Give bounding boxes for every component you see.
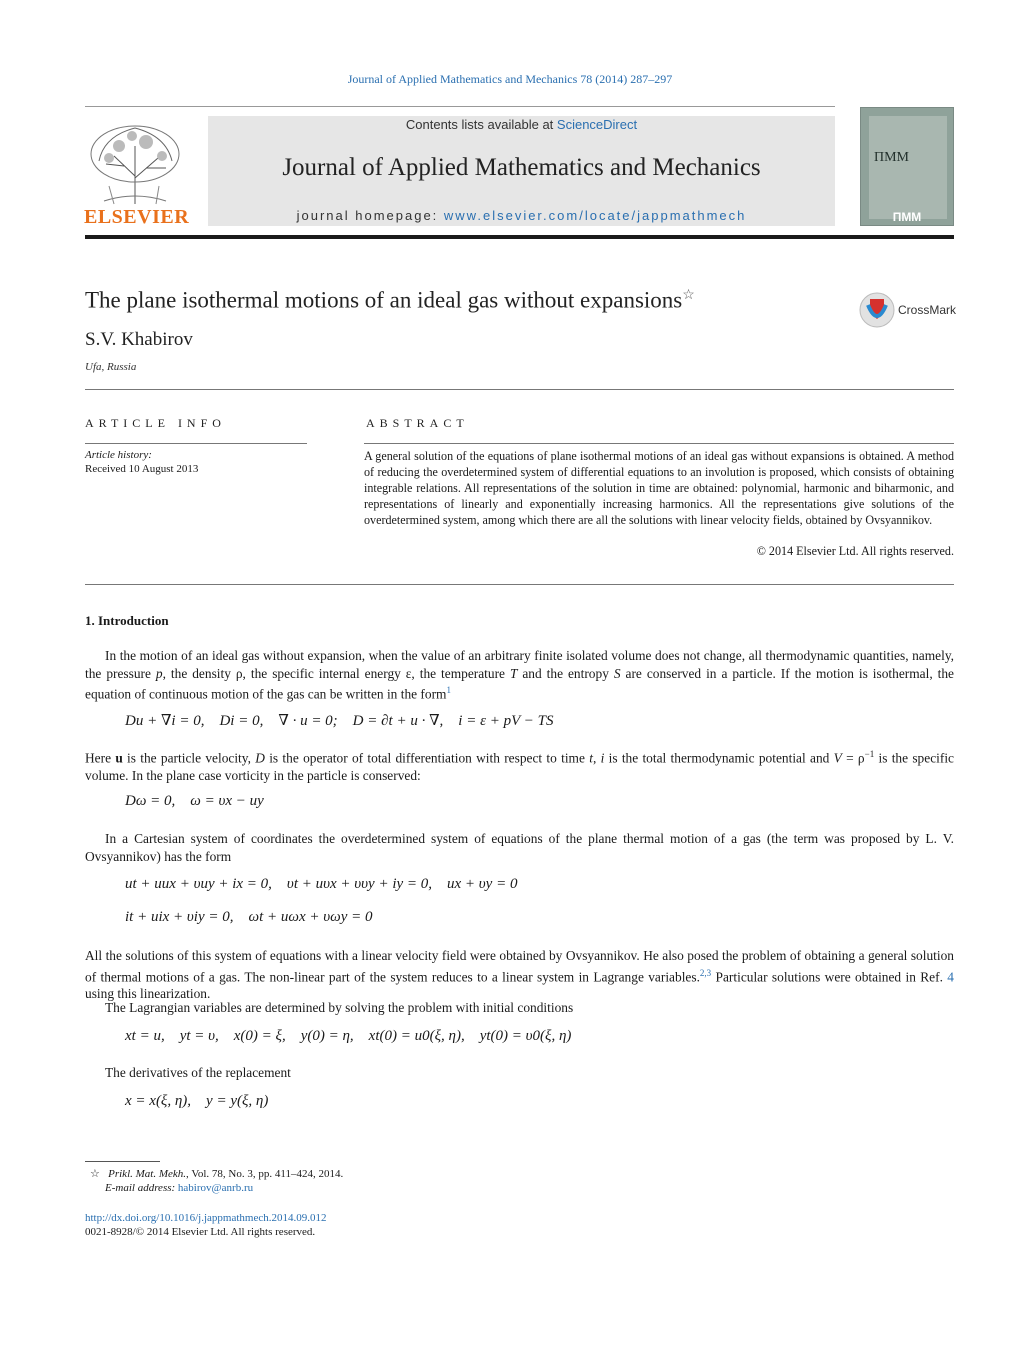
cover-panel — [869, 116, 947, 219]
author-affiliation: Ufa, Russia — [85, 361, 137, 373]
equation-5: xt = u, yt = υ, x(0) = ξ, y(0) = η, xt(0) = u0(ξ, η), yt(0) = υ0(ξ, η) — [125, 1028, 572, 1044]
footnote-details: , Vol. 78, No. 3, pp. 411–424, 2014. — [186, 1168, 344, 1180]
paragraph-3: In a Cartesian system of coordinates the overdetermined system of equations of the plane thermal motion of a gas (the term was proposed by L. V. Ovsyannikov) has the form — [85, 831, 954, 864]
footnote-journal: Prikl. Mat. Mekh. — [108, 1168, 187, 1180]
abstract-copyright: © 2014 Elsevier Ltd. All rights reserved. — [756, 544, 954, 558]
equation-3: ut + uux + υuy + ix = 0, υt + uυx + υυy + iy = 0, ux + υy = 0 — [125, 876, 518, 892]
abstract-divider — [364, 443, 954, 444]
ref-1-link[interactable]: 1 — [446, 685, 451, 695]
section-heading: 1. Introduction — [85, 613, 169, 628]
p1-p: p — [155, 665, 163, 681]
paragraph-5: The Lagrangian variables are determined by solving the problem with initial conditions — [105, 1000, 574, 1015]
cover-label: ПММ — [892, 210, 922, 224]
footnote-divider — [85, 1161, 160, 1162]
title-divider — [85, 389, 954, 390]
equation-6: x = x(ξ, η), y = y(ξ, η) — [125, 1093, 269, 1109]
article-history-label: Article history: — [85, 449, 152, 461]
header-thick-rule — [85, 235, 954, 239]
p1-T: T — [509, 665, 518, 681]
article-title — [85, 287, 695, 314]
p2-d: , — [592, 750, 601, 766]
p1-c: and the entropy — [517, 665, 614, 681]
homepage-link[interactable]: www.elsevier.com/locate/jappmathmech — [443, 208, 747, 223]
equation-1: Du + ∇i = 0, Di = 0, ∇ · u = 0; D = ∂t + u · ∇, i = ε + pV − TS — [125, 713, 554, 729]
article-title-text: The plane isothermal motions of an ideal gas without expansions — [85, 287, 683, 313]
title-footnote-mark[interactable]: ☆ — [682, 288, 695, 303]
p2-u: u — [115, 750, 123, 766]
elsevier-wordmark: ELSEVIER — [84, 206, 190, 228]
article-info-heading: ARTICLE INFO — [85, 416, 226, 430]
p2-f: = ρ — [841, 750, 865, 766]
email-label: E-mail address: — [105, 1182, 178, 1194]
journal-cover-image[interactable] — [860, 107, 954, 226]
abstract-text: A general solution of the equations of plane isothermal motions of an ideal gas without expansions is obtained. A method of reducing the overdetermined system of differential equations to an involution is proposed, which consists of obtaining integrable relations. All representations of the solution in time are obtained: polynomial, harmonic and biharmonic, and representations of linearly and exponentially increasing harmonics. All the representations give solutions of the overdetermined system, among which there are all the solutions with linear velocity fields, obtained by Ovsyannikov. — [364, 449, 954, 527]
p2-exp: −1 — [864, 749, 875, 759]
p4-c: using this linearization. — [85, 986, 211, 1002]
p1-b: , the density ρ, the specific internal energy ε, the temperature — [162, 665, 510, 681]
p1-a: In the motion of an ideal gas without expansion, when the value of an arbitrary finite isolated volume does not change, all thermodynamic quantities, namely, the pressure — [85, 648, 954, 681]
abstract-heading: ABSTRACT — [366, 416, 469, 430]
p2-e: is the total thermodynamic potential and — [604, 750, 834, 766]
header-divider — [85, 106, 835, 107]
journal-citation[interactable]: Journal of Applied Mathematics and Mechanics 78 (2014) 287–297 — [347, 72, 673, 86]
paragraph-1 — [85, 647, 954, 703]
ref-2-3-link[interactable]: 2,3 — [699, 967, 712, 978]
journal-homepage-line — [208, 208, 835, 223]
p2-V: V — [833, 750, 842, 766]
contents-line — [208, 117, 835, 132]
footnote-email — [105, 1182, 253, 1194]
p2-b: is the particle velocity, — [122, 750, 256, 766]
footnote-reference — [90, 1167, 343, 1180]
paragraph-6: The derivatives of the replacement — [105, 1065, 291, 1080]
journal-title: Journal of Applied Mathematics and Mechanics — [282, 154, 761, 181]
sciencedirect-link[interactable]: ScienceDirect — [556, 117, 638, 132]
p2-t: t — [589, 750, 593, 766]
p1-S: S — [613, 665, 621, 681]
p2-a: Here — [85, 750, 116, 766]
footnote-mark: ☆ — [90, 1168, 100, 1180]
p2-c: is the operator of total differentiation with respect to time — [264, 750, 590, 766]
abstract-end-divider — [85, 584, 954, 585]
author-name: S.V. Khabirov — [85, 329, 193, 350]
equation-4: it + uix + υiy = 0, ωt + uωx + υωy = 0 — [125, 909, 373, 925]
paragraph-2 — [85, 746, 954, 784]
p2-D: D — [255, 750, 265, 766]
crossmark-label[interactable]: CrossMark — [898, 303, 957, 317]
homepage-prefix: journal homepage: — [296, 208, 444, 223]
p2-i: i — [600, 750, 605, 766]
received-date: Received 10 August 2013 — [85, 463, 199, 475]
doi-link[interactable]: http://dx.doi.org/10.1016/j.jappmathmech.2014.09.012 — [85, 1212, 327, 1224]
p2-g: is the specific volume. In the plane case vorticity in the particle is conserved: — [85, 750, 954, 783]
issn-line: 0021-8928/© 2014 Elsevier Ltd. All rights reserved. — [85, 1226, 316, 1238]
ref-4-link[interactable]: 4 — [947, 968, 954, 984]
p4-a: All the solutions of this system of equations with a linear velocity field were obtained by Ovsyannikov. He also posed the problem of obtaining a general solution of thermal motions of a gas. The non-linear part of the system reduces to a linear system in Lagrange variables. — [85, 948, 954, 984]
cover-title-mark: ПММ — [874, 150, 910, 165]
p1-d: are conserved in a particle. If the motion is isothermal, the equation of continuous motion of the gas can be written in the form — [85, 665, 954, 702]
email-link[interactable]: habirov@anrb.ru — [177, 1182, 254, 1194]
equation-2: Dω = 0, ω = υx − uy — [125, 793, 264, 809]
p4-b: Particular solutions were obtained in Ref. — [711, 968, 948, 984]
paragraph-4 — [85, 947, 954, 1003]
article-info-divider — [85, 443, 307, 444]
contents-prefix: Contents lists available at — [405, 117, 557, 132]
